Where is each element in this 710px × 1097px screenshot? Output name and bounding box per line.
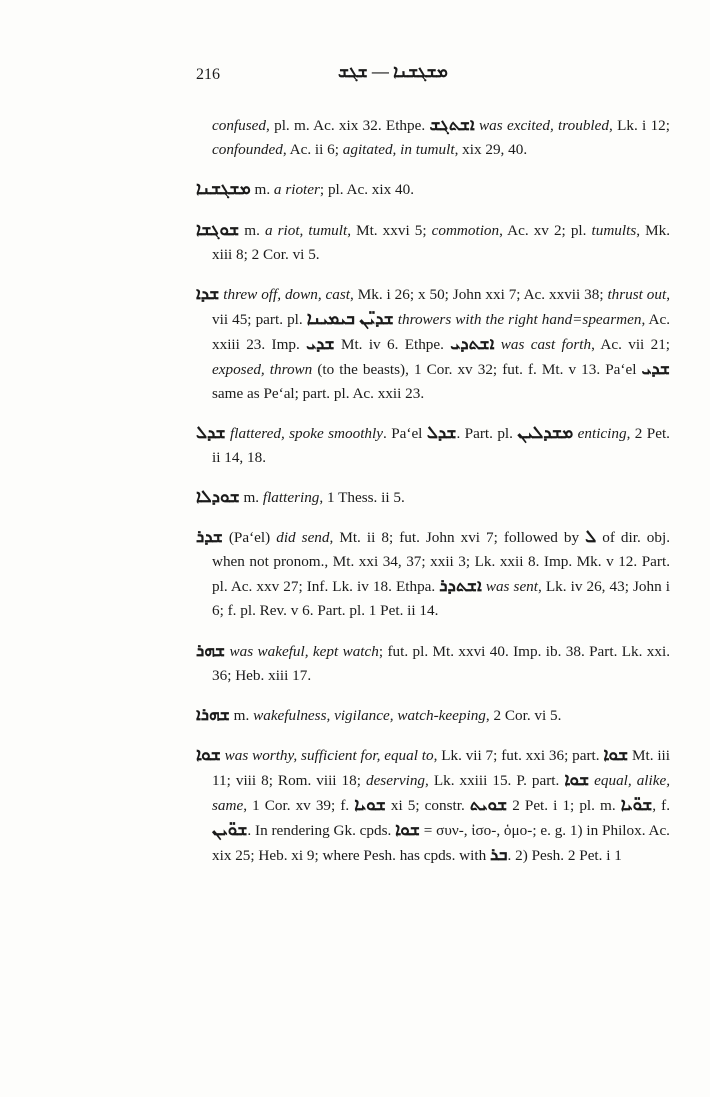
gloss-text: tumults bbox=[591, 221, 637, 239]
gloss-text: thrust out bbox=[607, 285, 667, 303]
syriac-headword: ܫܕܪ bbox=[196, 527, 223, 547]
syriac-headword: ܫܘ̈ܝܐ bbox=[620, 794, 653, 814]
gloss-text: agitated, in tumult bbox=[342, 141, 455, 159]
entry-text: , 1 Thess. ii 5. bbox=[319, 489, 405, 507]
entry-text: , 2 Pet. ii 14, 18. bbox=[212, 424, 670, 466]
entry-send bbox=[196, 525, 670, 623]
dictionary-entries bbox=[196, 98, 670, 880]
entry-text: same as Pe‘al; part. pl. Ac. xxii 23. bbox=[212, 384, 425, 402]
syriac-headword: ܫܗܪܐ bbox=[196, 704, 230, 724]
running-head: ܡܫܓܫܢܐ — ܫܓܫ bbox=[338, 62, 448, 81]
syriac-headword: ܫܕܝ̈ܢ ܒܝܡܝܢܐ bbox=[306, 308, 394, 328]
entry-rioter bbox=[196, 177, 670, 202]
entry-text: , Mt. ii 8; fut. John xvi 7; followed by bbox=[329, 529, 586, 547]
entry-text: Mt. iv 6. Ethpe. bbox=[334, 335, 451, 353]
syriac-headword: ܫܘܓܫܐ bbox=[196, 219, 240, 239]
entry-text: of dir. obj. when not pronom., Mt. xxi 34, 37; xxii 3; Lk. xxii 8. Imp. Mk. v 12. Part. pl. Ac. xxv 27; Inf. Lk. iv 18. Ethpa. bbox=[212, 529, 670, 596]
syriac-headword: ܫܘܐ bbox=[395, 819, 420, 839]
syriac-headword: ܠ bbox=[585, 527, 597, 547]
syriac-headword: ܫܕܠ bbox=[196, 422, 226, 442]
syriac-headword: ܒܪ bbox=[489, 844, 508, 864]
entry-flattered bbox=[196, 421, 670, 470]
entry-text: , xix 29, 40. bbox=[454, 141, 528, 159]
entry-text: , Ac. ii 6; bbox=[282, 141, 343, 159]
syriac-headword: ܫܕܠ bbox=[426, 422, 457, 442]
entry-text: , 1 Cor. xv 39; f. bbox=[243, 796, 355, 814]
gloss-text: was cast forth bbox=[500, 335, 592, 353]
entry-worthy bbox=[196, 743, 670, 868]
syriac-headword: ܫܗܪ bbox=[196, 640, 226, 660]
syriac-headword: ܫܕܐ bbox=[196, 283, 220, 303]
gloss-text: throwers with the right hand=spearmen bbox=[397, 310, 642, 328]
entry-text: . 2) Pesh. 2 Pet. i 1 bbox=[507, 846, 622, 864]
entry-text: , Mk. i 26; x 50; John xxi 7; Ac. xxvii 38; bbox=[350, 285, 608, 303]
syriac-headword: ܫܕܝ bbox=[306, 333, 335, 353]
gloss-text: wakefulness, vigilance, watch-keeping bbox=[253, 706, 486, 724]
entry-text: , Ac. xv 2; pl. bbox=[499, 221, 592, 239]
entry-text: , vii 45; part. pl. bbox=[212, 285, 671, 328]
entry-text: , 2 Cor. vi 5. bbox=[485, 706, 562, 724]
entry-text: , Lk. xxiii 15. P. part. bbox=[425, 771, 565, 789]
entry-text: . Part. pl. bbox=[456, 424, 518, 442]
entry-text: . In rendering Gk. cpds. bbox=[247, 821, 396, 839]
syriac-headword: ܫܘܝܐ bbox=[354, 794, 386, 814]
syriac-headword: ܡܫܓܫܢܐ bbox=[196, 179, 251, 199]
gloss-text: was sent bbox=[485, 578, 538, 596]
entry-text: = συν-, ἰσο-, ὁμο-; e. g. 1) in Philox. Ac. xix 25; Heb. xi 9; where Pesh. has cpds. with bbox=[212, 821, 670, 864]
entry-text: m. bbox=[229, 706, 254, 724]
entry-text: (to the beasts), 1 Cor. xv 32; fut. f. Mt. v 13. Pa‘el bbox=[312, 360, 642, 378]
syriac-headword: ܫܘ̈ܝܢ bbox=[212, 819, 248, 839]
syriac-headword: ܫܘܝܬ bbox=[469, 794, 508, 814]
entry-text: ; pl. Ac. xix 40. bbox=[319, 181, 414, 199]
gloss-text: a rioter bbox=[273, 181, 320, 199]
gloss-text: was wakeful, kept watch bbox=[229, 642, 379, 660]
entry-text: , Lk. vii 7; fut. xxi 36; part. bbox=[433, 746, 604, 764]
entry-text: . Pa‘el bbox=[382, 424, 427, 442]
entry-cont bbox=[196, 113, 670, 162]
gloss-text: commotion bbox=[431, 221, 500, 239]
syriac-headword: ܡܫܕܠܝܢ bbox=[517, 422, 574, 442]
entry-text: m. bbox=[239, 221, 265, 239]
gloss-text: threw off, down, cast bbox=[223, 285, 351, 303]
gloss-text: deserving bbox=[365, 771, 426, 789]
page-number: 216 bbox=[196, 66, 220, 83]
gloss-text: flattered, spoke smoothly bbox=[230, 424, 383, 442]
gloss-text: equal, alike, same bbox=[212, 771, 671, 814]
entry-wakefulness bbox=[196, 703, 670, 728]
entry-riot bbox=[196, 218, 670, 267]
gloss-text: did send bbox=[276, 529, 330, 547]
gloss-text: confused bbox=[212, 117, 266, 135]
page-header bbox=[196, 62, 516, 90]
syriac-headword: ܫܘܐ bbox=[196, 744, 221, 764]
entry-text: , Mt. xxvi 5; bbox=[347, 221, 432, 239]
entry-text: , Lk. iv 26, 43; John i 6; f. pl. Rev. v 6. Part. pl. 1 Pet. ii 14. bbox=[212, 578, 670, 620]
gloss-text: flattering bbox=[262, 489, 320, 507]
entry-text: Mt. iii 11; viii 8; Rom. viii 18; bbox=[212, 746, 670, 789]
entry-threw bbox=[196, 282, 670, 406]
entry-text: , f. bbox=[652, 796, 671, 814]
gloss-text: exposed, thrown bbox=[212, 360, 313, 378]
syriac-headword: ܐܫܬܕܪ bbox=[439, 576, 482, 596]
syriac-headword: ܫܕܝ bbox=[641, 358, 670, 378]
entry-text: , pl. m. Ac. xix 32. Ethpe. bbox=[266, 117, 430, 135]
syriac-headword: ܫܘܐ bbox=[564, 769, 590, 789]
gloss-text: a riot, tumult bbox=[264, 221, 348, 239]
entry-text: , Ac. vii 21; bbox=[591, 335, 671, 353]
entry-text: , Lk. i 12; bbox=[608, 117, 670, 135]
entry-text: , Ac. xxiii 23. Imp. bbox=[212, 310, 671, 353]
syriac-headword: ܐܫܬܓܫ bbox=[429, 115, 475, 135]
entry-text: xi 5; constr. bbox=[385, 796, 470, 814]
entry-text: m. bbox=[239, 489, 263, 507]
syriac-headword: ܐܫܬܕܝ bbox=[450, 333, 495, 353]
syriac-headword: ܫܘܕܠܐ bbox=[196, 487, 240, 507]
gloss-text: enticing bbox=[577, 424, 627, 442]
gloss-text: was excited, troubled bbox=[479, 117, 609, 135]
entry-text: ; fut. pl. Mt. xxvi 40. Imp. ib. 38. Part. Lk. xxi. 36; Heb. xiii 17. bbox=[212, 642, 670, 684]
gloss-text: was worthy, sufficient for, equal to bbox=[224, 746, 434, 764]
entry-text: m. bbox=[250, 181, 274, 199]
entry-text: 2 Pet. i 1; pl. m. bbox=[507, 796, 621, 814]
gloss-text: confounded bbox=[212, 141, 283, 159]
entry-text: , Mk. xiii 8; 2 Cor. vi 5. bbox=[212, 221, 670, 263]
entry-wakeful bbox=[196, 639, 670, 688]
entry-flattering bbox=[196, 485, 670, 510]
syriac-headword: ܫܘܐ bbox=[603, 744, 629, 764]
entry-text: (Pa‘el) bbox=[222, 529, 277, 547]
